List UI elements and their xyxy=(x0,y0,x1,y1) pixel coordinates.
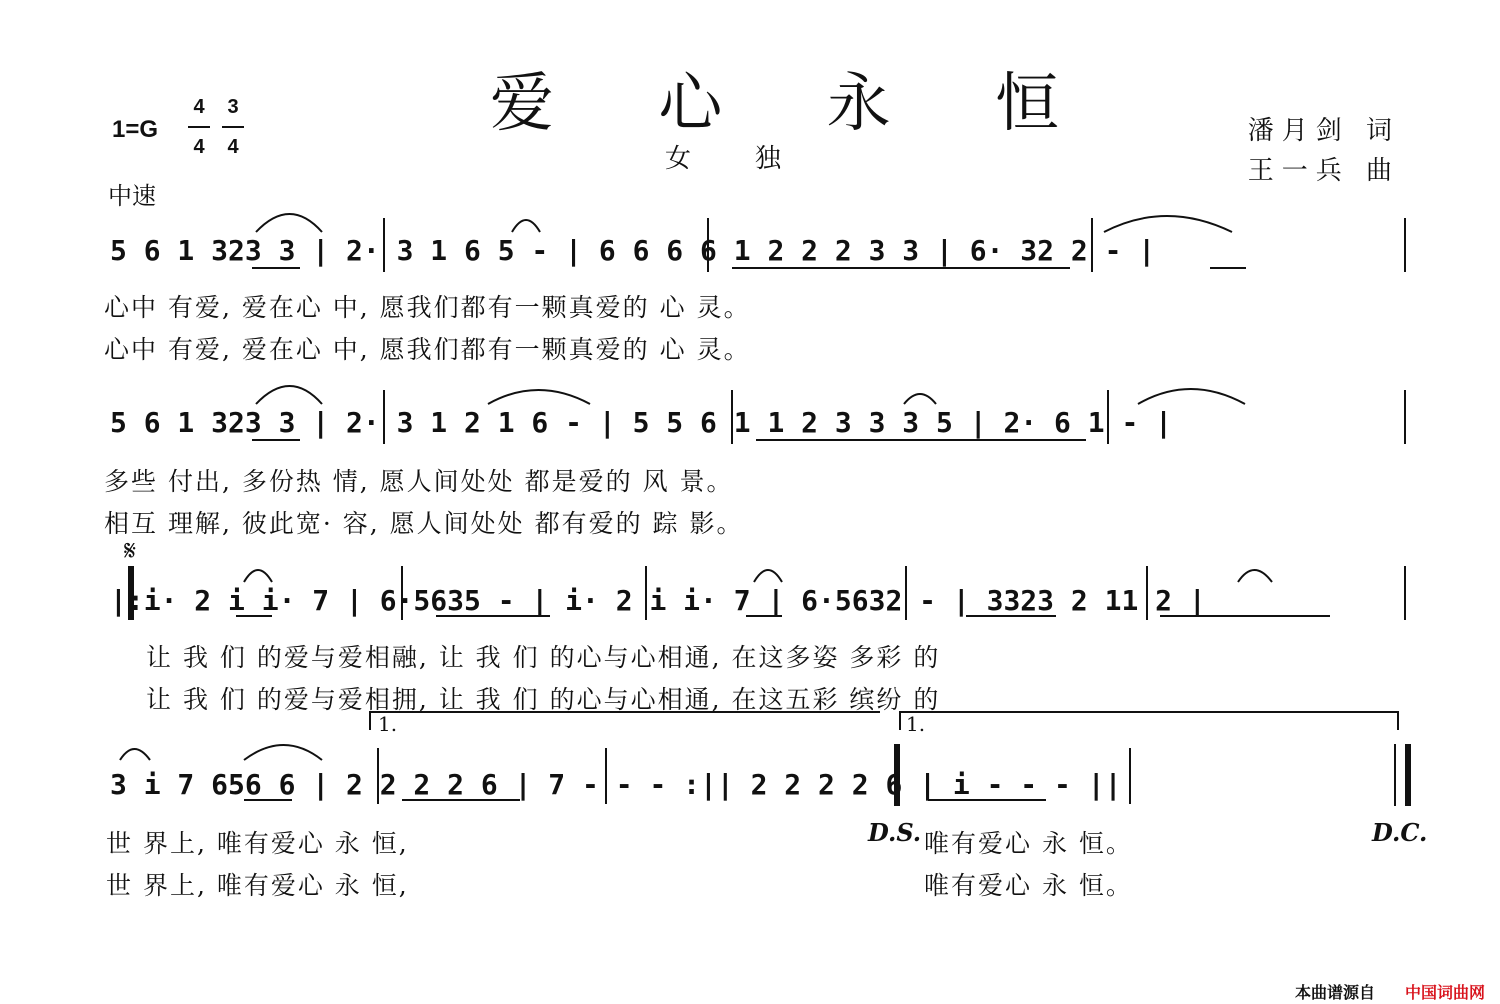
volta-1-label: 1. xyxy=(378,712,398,736)
source-site-link[interactable]: 中国词曲网 xyxy=(1405,983,1486,1002)
key-signature: 1=G xyxy=(112,116,159,143)
time-sig-2-top: 3 xyxy=(227,96,239,118)
time-sig-1-bottom: 4 xyxy=(193,136,205,158)
lyrics-row-1-verse-2: 心中 有爱, 爱在心 中, 愿我们都有一颗真爱的 心 灵。 xyxy=(104,335,751,364)
lyrics-row-4-verse-1: 世 界上, 唯有爱心 永 恒, xyxy=(106,829,409,858)
lyrics-row-3-verse-1: 让 我 们 的爱与爱相融, 让 我 们 的心与心相通, 在这多姿 多彩 的 xyxy=(146,643,941,672)
song-subtitle: 女独 xyxy=(665,144,846,174)
lyrics-row-1-verse-1: 心中 有爱, 爱在心 中, 愿我们都有一颗真爱的 心 灵。 xyxy=(104,293,751,322)
dal-segno-marking: D.S. xyxy=(868,818,922,847)
segno-sign: 𝄋 xyxy=(124,534,137,567)
lyrics-row-4b-verse-1: 唯有爱心 永 恒。 xyxy=(924,829,1133,858)
lyrics-row-4b-verse-2: 唯有爱心 永 恒。 xyxy=(924,871,1133,900)
notation-row-4: 3 i 7 656 6 | 2 2 2 2 6 | 7 - - - :|| 2 2 2 2 6 | i - - - || xyxy=(110,768,1122,801)
notation-row-3: |:i· 2 i i· 7 | 6·5635 - | i· 2 i i· 7 | 6·5632 - | 3323 2 11 2 | xyxy=(110,584,1206,617)
notation-row-2: 5 6 1 323 3 | 2· 3 1 2 1 6 - | 5 5 6 1 1 2 3 3 3 5 | 2· 6 1 - | xyxy=(110,406,1173,439)
lyrics-row-2-verse-1: 多些 付出, 多份热 情, 愿人间处处 都是爱的 风 景。 xyxy=(104,467,734,496)
time-sig-2-bottom: 4 xyxy=(227,136,239,158)
time-sig-1-top: 4 xyxy=(193,96,205,118)
notation-row-1: 5 6 1 323 3 | 2· 3 1 6 5 - | 6 6 6 6 1 2 2 2 3 3 | 6· 32 2 - | xyxy=(110,234,1156,267)
volta-2-label: 1. xyxy=(906,712,926,736)
tempo-marking: 中速 xyxy=(108,182,156,210)
song-title: 爱 心 永 恒 xyxy=(490,67,1102,141)
source-label: 本曲谱源自 xyxy=(1295,983,1376,1002)
lyricist-credit: 潘月剑 词 xyxy=(1247,116,1400,146)
composer-credit: 王一兵 曲 xyxy=(1247,156,1400,186)
lyrics-row-4-verse-2: 世 界上, 唯有爱心 永 恒, xyxy=(106,871,409,900)
da-capo-marking: D.C. xyxy=(1372,818,1428,847)
lyrics-row-3-verse-2: 让 我 们 的爱与爱相拥, 让 我 们 的心与心相通, 在这五彩 缤纷 的 xyxy=(146,685,941,714)
lyrics-row-2-verse-2: 相互 理解, 彼此宽· 容, 愿人间处处 都有爱的 踪 影。 xyxy=(104,509,744,538)
